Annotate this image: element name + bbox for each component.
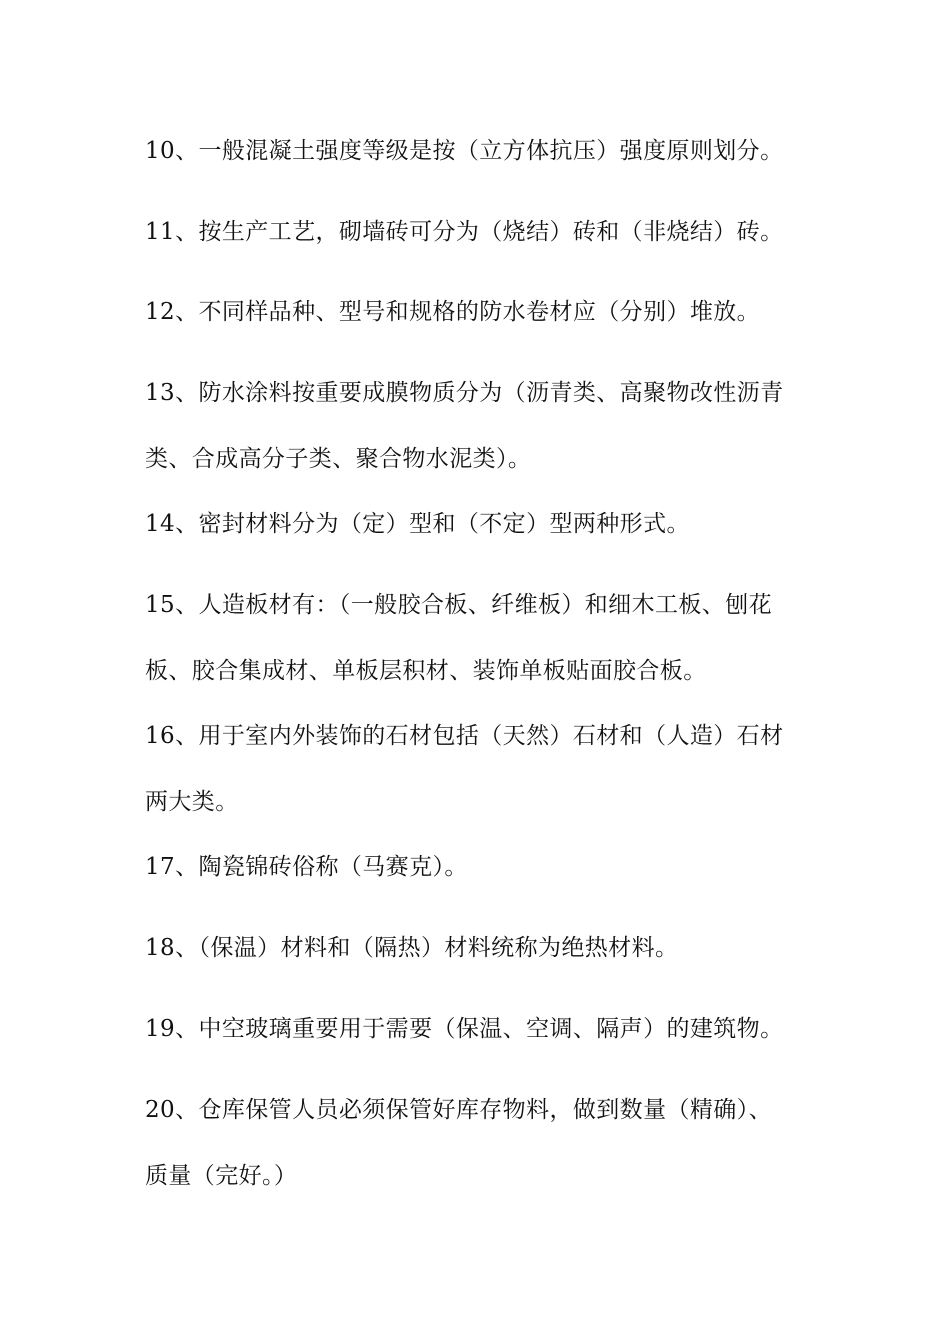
item-12-line-1: 12、不同样品种、型号和规格的防水卷材应（分别）堆放。 xyxy=(145,299,761,325)
item-13-line-1: 13、防水涂料按重要成膜物质分为（沥青类、高聚物改性沥青 xyxy=(145,380,784,406)
item-20-line-1: 20、仓库保管人员必须保管好库存物料，做到数量（精确）、 xyxy=(145,1097,772,1123)
item-10-line-1: 10、一般混凝土强度等级是按（立方体抗压）强度原则划分。 xyxy=(145,138,784,164)
item-20-line-2: 质量（完好。） xyxy=(145,1163,298,1189)
item-13-line-2: 类、合成高分子类、聚合物水泥类）。 xyxy=(145,446,532,472)
item-18-line-1: 18、（保温）材料和（隔热）材料统称为绝热材料。 xyxy=(145,935,679,961)
item-16-line-1: 16、用于室内外装饰的石材包括（天然）石材和（人造）石材 xyxy=(145,723,784,749)
item-17-line-1: 17、陶瓷锦砖俗称（马赛克）。 xyxy=(145,854,468,880)
item-11-line-1: 11、按生产工艺，砌墙砖可分为（烧结）砖和（非烧结）砖。 xyxy=(145,219,784,245)
item-19-line-1: 19、中空玻璃重要用于需要（保温、空调、隔声）的建筑物。 xyxy=(145,1016,784,1042)
item-15-line-2: 板、胶合集成材、单板层积材、装饰单板贴面胶合板。 xyxy=(145,658,707,684)
item-15-line-1: 15、人造板材有：（一般胶合板、纤维板）和细木工板、刨花 xyxy=(145,592,772,618)
item-14-line-1: 14、密封材料分为（定）型和（不定）型两种形式。 xyxy=(145,511,690,537)
item-16-line-2: 两大类。 xyxy=(145,789,239,815)
